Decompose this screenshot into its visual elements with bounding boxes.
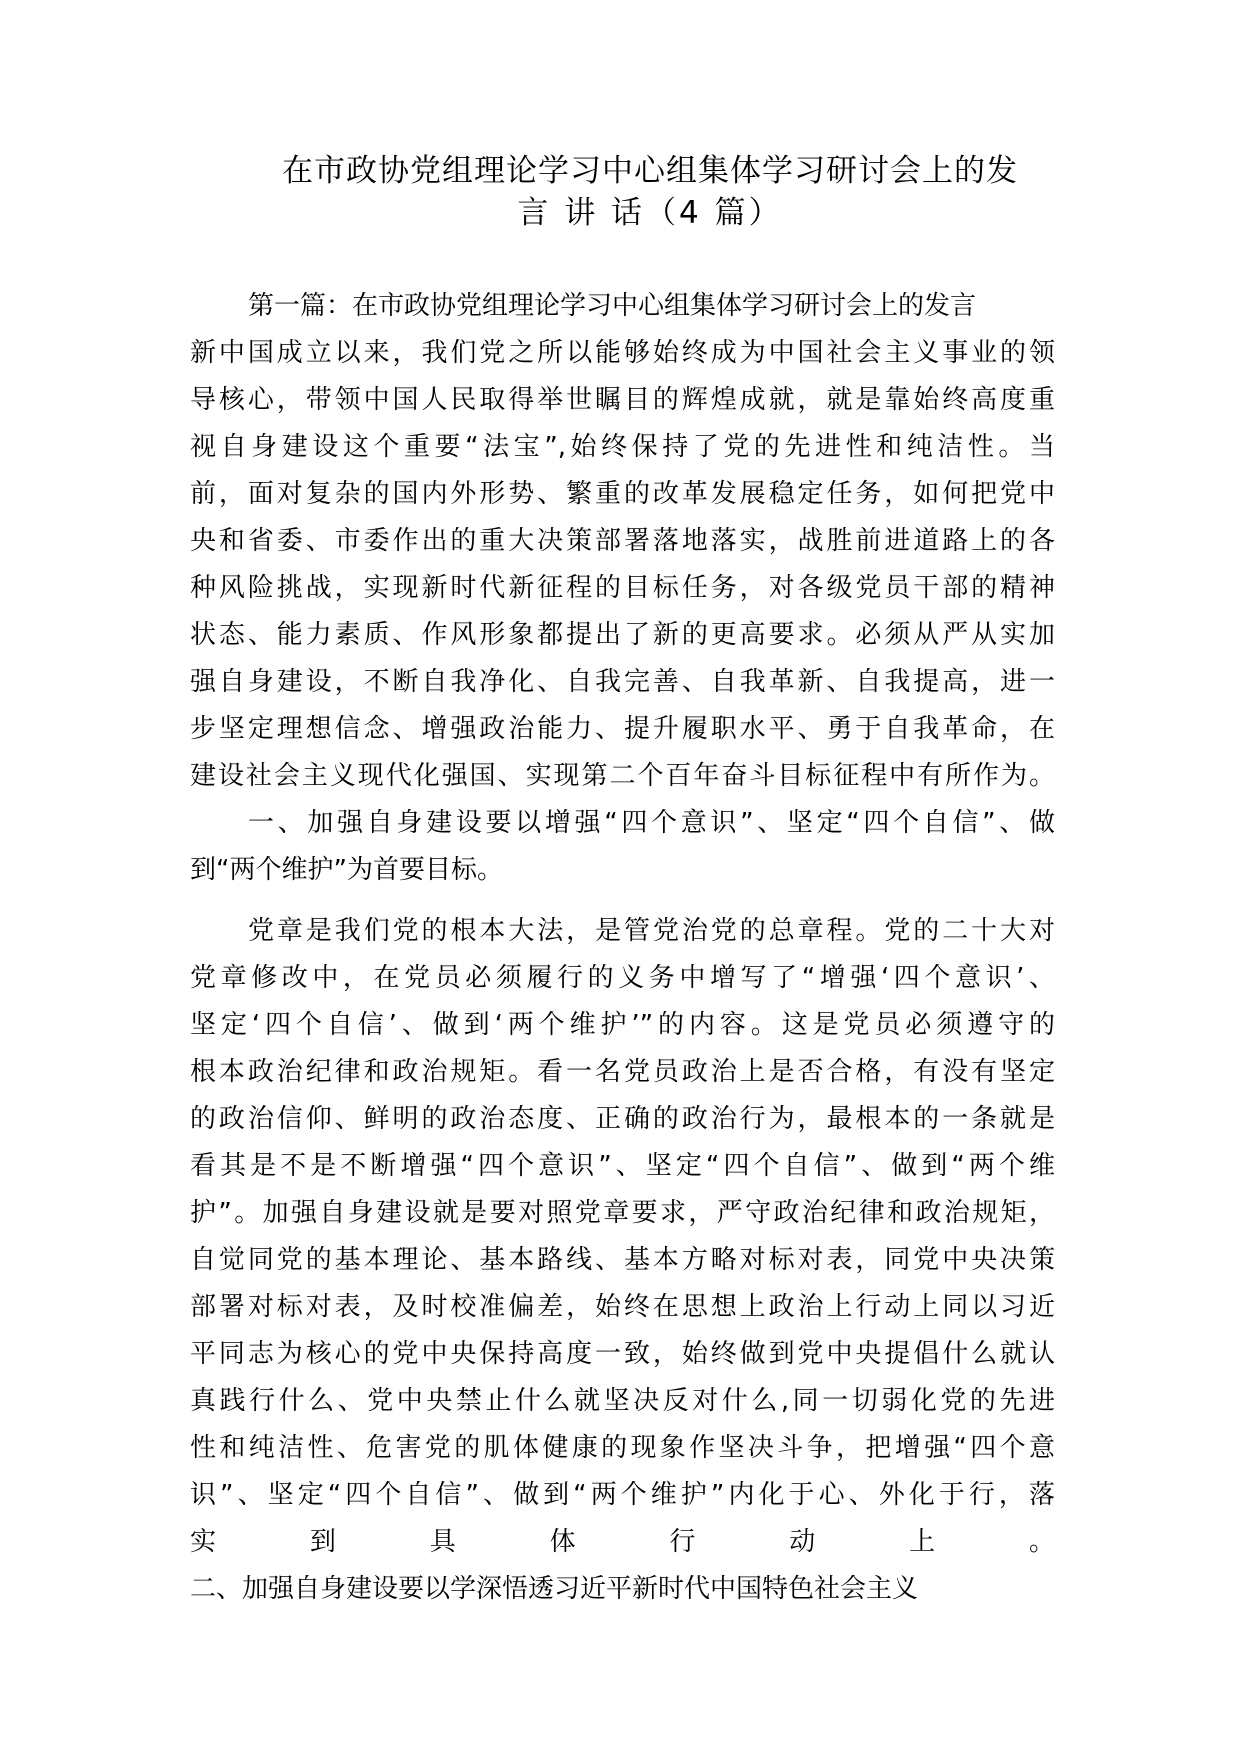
- text-line: 建设社会主义现代化强国、实现第二个百年奋斗目标征程中有所作为。: [190, 761, 1055, 791]
- section-heading-line: 到“两个维护”为首要目标。: [190, 855, 503, 885]
- text-line: 新中国成立以来，我们党之所以能够始终成为中国社会主义事业的领: [190, 338, 1055, 368]
- text-line: 第一篇：在市政协党组理论学习中心组集体学习研讨会上的发言: [248, 291, 977, 321]
- text-line: 种风险挑战，实现新时代新征程的目标任务，对各级党员干部的精神: [190, 573, 1055, 603]
- document-title: [180, 150, 1120, 234]
- text-line: 坚定‘四个自信’、做到‘两个维护’”的内容。这是党员必须遵守的: [190, 1010, 1055, 1040]
- text-line: 前，面对复杂的国内外形势、繁重的改革发展稳定任务，如何把党中: [190, 479, 1055, 509]
- text-line: 视自身建设这个重要“法宝”,始终保持了党的先进性和纯洁性。当: [190, 432, 1055, 462]
- title-line-1: 在市政协党组理论学习中心组集体学习研讨会上的发: [282, 153, 1018, 189]
- text-line: 看其是不是不断增强“四个意识”、坚定“四个自信”、做到“两个维: [190, 1151, 1055, 1181]
- text-line: 护”。加强自身建设就是要对照党章要求，严守政治纪律和政治规矩，: [190, 1198, 1055, 1228]
- text-line: 性和纯洁性、危害党的肌体健康的现象作坚决斗争，把增强“四个意: [190, 1433, 1055, 1463]
- text-line: 党章是我们党的根本大法，是管党治党的总章程。党的二十大对: [248, 916, 1055, 946]
- text-line: 平同志为核心的党中央保持高度一致，始终做到党中央提倡什么就认: [190, 1339, 1055, 1369]
- text-line: 步坚定理想信念、增强政治能力、提升履职水平、勇于自我革命，在: [190, 714, 1055, 744]
- text-line: 真践行什么、党中央禁止什么就坚决反对什么,同一切弱化党的先进: [190, 1386, 1055, 1416]
- text-line: 状态、能力素质、作风形象都提出了新的更高要求。必须从严从实加: [190, 620, 1055, 650]
- title-line-2: 言 讲 话（4 篇）: [517, 195, 783, 231]
- text-line: 根本政治纪律和政治规矩。看一名党员政治上是否合格，有没有坚定: [190, 1057, 1055, 1087]
- text-line: 部署对标对表，及时校准偏差，始终在思想上政治上行动上同以习近: [190, 1292, 1055, 1322]
- section-heading-line: [190, 1627, 1055, 1674]
- text-line: 央和省委、市委作出的重大决策部署落地落实，战胜前进道路上的各: [190, 526, 1055, 556]
- text-line: 自觉同党的基本理论、基本路线、基本方略对标对表，同党中央决策: [190, 1245, 1055, 1275]
- text-line: 党章修改中，在党员必须履行的义务中增写了“增强‘四个意识’、: [190, 963, 1055, 993]
- document-body: [190, 283, 1055, 1674]
- text-line: 识”、坚定“四个自信”、做到“两个维护”内化于心、外化于行，落: [190, 1480, 1055, 1510]
- text-line: 导核心，带领中国人民取得举世瞩目的辉煌成就，就是靠始终高度重: [190, 385, 1055, 415]
- section-heading-line: 一、加强自身建设要以增强“四个意识”、坚定“四个自信”、做: [248, 808, 1055, 838]
- text-line: 二、加强自身建设要以学深悟透习近平新时代中国特色社会主义: [190, 1574, 919, 1604]
- text-line: 实到具体行动上。: [190, 1527, 1055, 1557]
- text-line: 强自身建设，不断自我净化、自我完善、自我革新、自我提高，进一: [190, 667, 1055, 697]
- text-line: 的政治信仰、鲜明的政治态度、正确的政治行为，最根本的一条就是: [190, 1104, 1055, 1134]
